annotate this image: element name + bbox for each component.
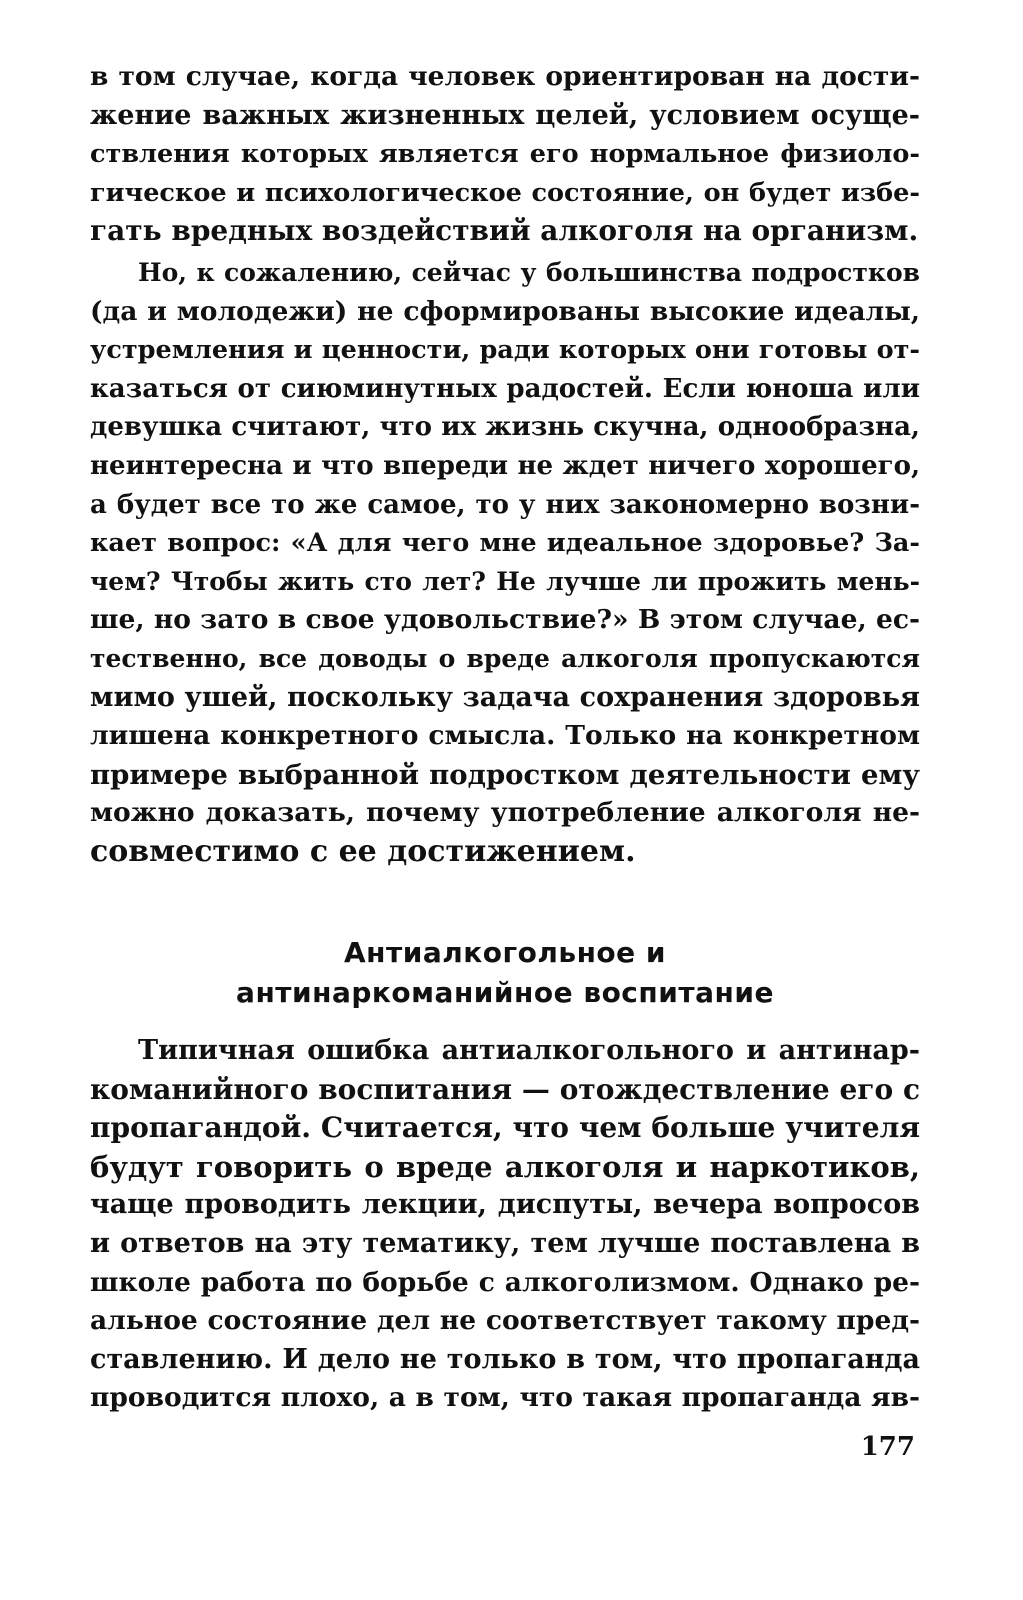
text-line: можно доказать, почему употребление алкоголя не- xyxy=(90,797,920,829)
text-line: кает вопрос: «А для чего мне идеальное здоровье? За- xyxy=(90,528,920,559)
text-line: жение важных жизненных целей, условием осуще- xyxy=(90,99,920,131)
text-line: проводится плохо, а в том, что такая пропаганда яв- xyxy=(90,1382,920,1414)
text-line: ствления которых является его нормальное физиоло- xyxy=(90,139,920,170)
text-line: школе работа по борьбе с алкоголизмом. Однако ре- xyxy=(90,1266,920,1298)
text-line: лишена конкретного смысла. Только на конкретном xyxy=(90,720,920,752)
page-number: 177 xyxy=(860,1432,915,1462)
text-line: неинтересна и что впереди не ждет ничего хорошего, xyxy=(90,450,920,481)
text-line: казаться от сиюминутных радостей. Если юноша или xyxy=(90,373,920,404)
text-line: ше, но зато в свое удовольствие?» В этом случае, ес- xyxy=(90,604,920,636)
text-line: ставлению. И дело не только в том, что пропаганда xyxy=(90,1343,920,1375)
text-line: совместимо с ее достижением. xyxy=(90,833,636,869)
text-line: гать вредных воздействий алкоголя на организм. xyxy=(90,214,919,248)
paragraph xyxy=(90,1032,920,1418)
text-line: пропагандой. Считается, что чем больше учителя xyxy=(90,1111,920,1145)
heading-line: Антиалкогольное и xyxy=(343,936,667,969)
text-line: альное состояние дел не соответствует такому пред- xyxy=(90,1305,920,1337)
text-line: Но, к сожалению, сейчас у большинства подростков xyxy=(138,258,920,287)
section-heading xyxy=(90,933,920,1013)
text-line: (да и молодежи) не сформированы высокие идеалы, xyxy=(90,295,920,327)
text-line: Типичная ошибка антиалкогольного и антинар- xyxy=(138,1035,920,1066)
text-line: в том случае, когда человек ориентирован на дости- xyxy=(90,61,920,92)
paragraph xyxy=(90,254,920,872)
text-line: гическое и психологическое состояние, он будет избе- xyxy=(90,177,920,208)
text-line: а будет все то же самое, то у них закономерно возни- xyxy=(90,489,920,520)
text-line: девушка считают, что их жизнь скучна, однообразна, xyxy=(90,412,920,443)
heading-line: антинаркоманийное воспитание xyxy=(236,976,774,1009)
text-line: чаще проводить лекции, диспуты, вечера вопросов xyxy=(90,1189,920,1221)
text-line: примере выбранной подростком деятельности ему xyxy=(90,758,920,791)
text-line: и ответов на эту тематику, тем лучше поставлена в xyxy=(90,1227,920,1259)
text-line: тественно, все доводы о вреде алкоголя пропускаются xyxy=(90,643,920,673)
text-line: будут говорить о вреде алкоголя и наркотиков, xyxy=(90,1149,920,1184)
text-line: чем? Чтобы жить сто лет? Не лучше ли прожить мень- xyxy=(90,566,920,596)
text-line: устремления и ценности, ради которых они готовы от- xyxy=(90,335,920,366)
text-line: мимо ушей, поскольку задача сохранения здоровья xyxy=(90,681,920,713)
paragraph-continued xyxy=(90,58,920,251)
text-line: команийного воспитания — отождествление его с xyxy=(90,1072,920,1106)
